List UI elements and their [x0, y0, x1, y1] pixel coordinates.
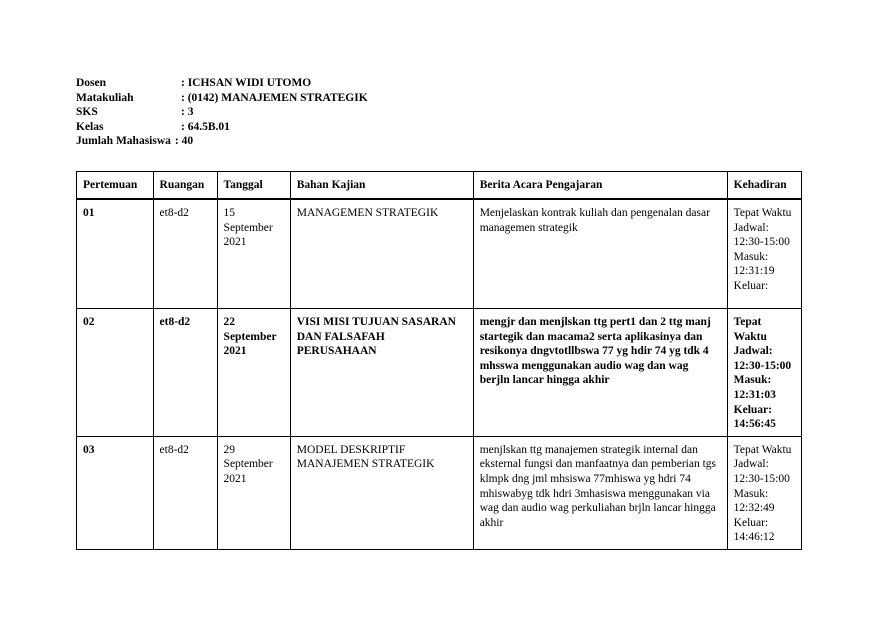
header-pertemuan: Pertemuan: [77, 172, 154, 200]
berita-acara-cell: Menjelaskan kontrak kuliah dan pengenalan dasar managemen strategik: [473, 199, 727, 309]
sks-value: : 3: [181, 106, 194, 119]
kehadiran-cell: [727, 309, 801, 437]
jadwal-label: Jadwal:: [733, 345, 773, 358]
masuk-value: 12:32:49: [733, 502, 775, 515]
pertemuan-cell: 01: [77, 199, 154, 309]
masuk-value: 12:31:19: [733, 265, 775, 278]
keluar-label: Keluar:: [733, 403, 772, 416]
matakuliah-value: : (0142) MANAJEMEN STRATEGIK: [181, 91, 368, 104]
bahan-kajian-cell: VISI MISI TUJUAN SASARAN DAN FALSAFAH PERUSAHAAN: [290, 309, 473, 437]
kehadiran-cell: [727, 436, 801, 549]
jumlah-mahasiswa-label: Jumlah Mahasiswa: [76, 135, 171, 148]
keluar-value: 14:56:45: [733, 418, 776, 431]
dosen-value: : ICHSAN WIDI UTOMO: [181, 77, 312, 89]
masuk-label: Masuk:: [733, 250, 769, 263]
jadwal-value: 12:30-15:00: [733, 359, 792, 372]
header-berita-acara: Berita Acara Pengajaran: [473, 172, 727, 200]
dosen-row: [76, 76, 368, 91]
masuk-value: 12:31:03: [733, 388, 776, 401]
kehadiran-cell: [727, 199, 801, 309]
header-bahan-kajian: Bahan Kajian: [290, 172, 473, 200]
jadwal-label: Jadwal:: [733, 458, 769, 471]
dosen-label: Dosen: [76, 77, 107, 89]
table-row: [77, 199, 802, 309]
jumlah-mahasiswa-row: [76, 134, 368, 149]
keluar-value: 14:46:12: [733, 531, 775, 544]
tanggal-cell: 22 September 2021: [217, 309, 290, 437]
masuk-label: Masuk:: [733, 374, 772, 387]
jumlah-mahasiswa-value: : 40: [174, 135, 194, 148]
jadwal-value: 12:30-15:00: [733, 472, 790, 485]
ruangan-cell: et8-d2: [153, 436, 217, 549]
matakuliah-label: Matakuliah: [76, 91, 134, 104]
course-info: [76, 76, 368, 149]
kehadiran-status: Tepat Waktu: [733, 207, 792, 219]
jadwal-value: 12:30-15:00: [733, 236, 790, 249]
attendance-table: [76, 171, 802, 550]
jadwal-label: Jadwal:: [733, 221, 769, 234]
table-row: [77, 309, 802, 437]
header-tanggal: Tanggal: [217, 172, 290, 200]
table-row: [77, 436, 802, 549]
berita-acara-cell: menjlskan ttg manajemen strategik internal dan eksternal fungsi dan manfaatnya dan pemberian tgs klmpk dng jml mhsiswa 77mhiswa yg hdri 74 mhiswabyg tdk hdri 3mhasiswa menggunakan via wag dan audio wag perkuliahan brjln lancar hingga akhir: [473, 436, 727, 549]
kelas-value: : 64.5B.01: [181, 120, 230, 133]
keluar-label: Keluar:: [733, 516, 769, 529]
ruangan-cell: et8-d2: [153, 199, 217, 309]
pertemuan-cell: 02: [77, 309, 154, 437]
kelas-label: Kelas: [76, 120, 104, 133]
kehadiran-status: Tepat Waktu: [733, 443, 792, 456]
bahan-kajian-cell: MANAGEMEN STRATEGIK: [290, 199, 473, 309]
header-ruangan: Ruangan: [153, 172, 217, 200]
tanggal-cell: 29 September 2021: [217, 436, 290, 549]
keluar-label: Keluar:: [733, 279, 769, 292]
matakuliah-row: [76, 91, 368, 106]
berita-acara-cell: mengjr dan menjlskan ttg pert1 dan 2 ttg manj startegik dan macama2 serta aplikasinya dan resikonya dngvtotllbswa 77 yg hdir 74 yg tdk 4 mhsswa menggunakan audio wag dan wag berjln lancar hingga akhir: [473, 309, 727, 437]
sks-row: [76, 105, 368, 120]
ruangan-cell: et8-d2: [153, 309, 217, 437]
table-header-row: [77, 172, 802, 200]
masuk-label: Masuk:: [733, 487, 769, 500]
header-kehadiran: Kehadiran: [727, 172, 801, 200]
kelas-row: [76, 120, 368, 135]
pertemuan-cell: 03: [77, 436, 154, 549]
kehadiran-status: Tepat Waktu: [733, 316, 767, 343]
sks-label: SKS: [76, 106, 98, 119]
tanggal-cell: 15 September 2021: [217, 199, 290, 309]
bahan-kajian-cell: MODEL DESKRIPTIF MANAJEMEN STRATEGIK: [290, 436, 473, 549]
